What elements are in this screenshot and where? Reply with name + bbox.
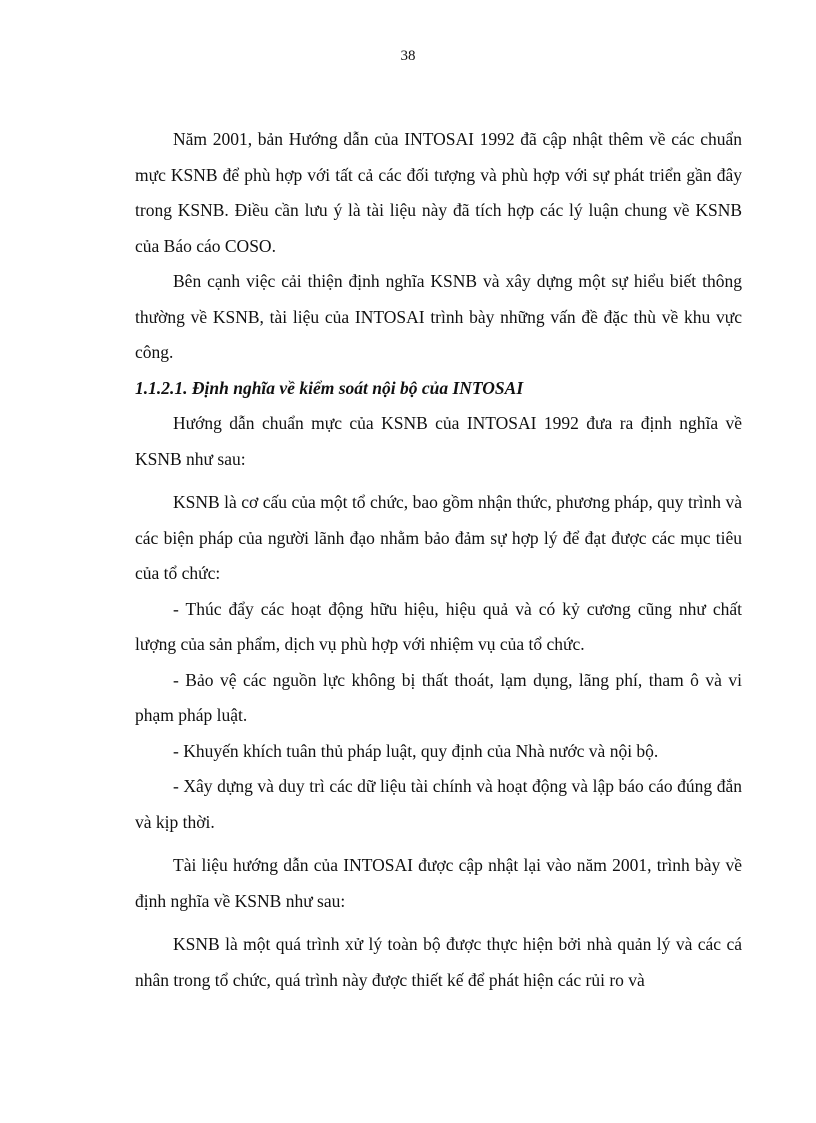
list-item-objective-1: - Thúc đẩy các hoạt động hữu hiệu, hiệu quả và có kỷ cương cũng như chất lượng của sản phẩm, dịch vụ phù hợp với nhiệm vụ của tổ chức. [135, 598, 742, 654]
paragraph-1992-definition-intro: Hướng dẫn chuẩn mực của KSNB của INTOSAI 1992 đưa ra định nghĩa về KSNB như sau: [135, 413, 742, 469]
paragraph-2001-definition: KSNB là một quá trình xử lý toàn bộ được thực hiện bởi nhà quản lý và các cá nhân trong tổ chức, quá trình này được thiết kế để phát hiện các rủi ro và [135, 934, 742, 990]
page-body [135, 122, 742, 998]
paragraph-ksnb-definition: KSNB là cơ cấu của một tổ chức, bao gồm nhận thức, phương pháp, quy trình và các biện pháp của người lãnh đạo nhằm bảo đảm sự hợp lý để đạt được các mục tiêu của tổ chức: [135, 492, 742, 583]
paragraph-intosai-2001-update: Năm 2001, bản Hướng dẫn của INTOSAI 1992 đã cập nhật thêm về các chuẩn mực KSNB để phù hợp với tất cả các đối tượng và phù hợp với sự phát triển gần đây trong KSNB. Điều cần lưu ý là tài liệu này đã tích hợp các lý luận chung về KSNB của Báo cáo COSO. [135, 129, 742, 256]
section-heading: 1.1.2.1. Định nghĩa về kiểm soát nội bộ của INTOSAI [135, 377, 524, 398]
paragraph-2001-update-intro: Tài liệu hướng dẫn của INTOSAI được cập nhật lại vào năm 2001, trình bày về định nghĩa về KSNB như sau: [135, 855, 742, 911]
list-item-objective-4: - Xây dựng và duy trì các dữ liệu tài chính và hoạt động và lập báo cáo đúng đắn và kịp thời. [135, 776, 742, 832]
list-item-objective-2: - Bảo vệ các nguồn lực không bị thất thoát, lạm dụng, lãng phí, tham ô và vi phạm pháp luật. [135, 669, 742, 725]
page-number: 38 [400, 48, 416, 64]
list-item-objective-3: - Khuyến khích tuân thủ pháp luật, quy định của Nhà nước và nội bộ. [173, 740, 659, 761]
paragraph-public-sector: Bên cạnh việc cải thiện định nghĩa KSNB và xây dựng một sự hiểu biết thông thường về KSNB, tài liệu của INTOSAI trình bày những vấn đề đặc thù về khu vực công. [135, 271, 742, 362]
